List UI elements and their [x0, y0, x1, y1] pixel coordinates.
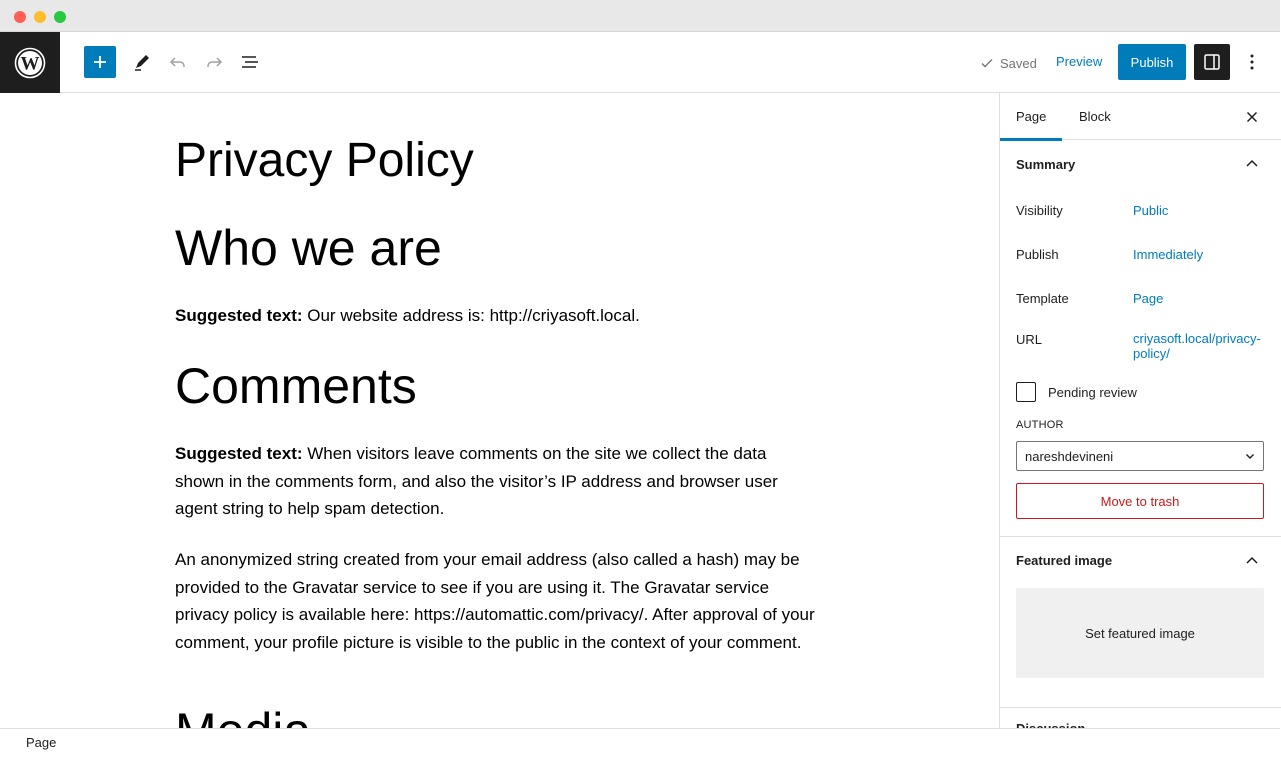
settings-toggle-button[interactable]: [1194, 44, 1230, 80]
redo-icon: [204, 52, 224, 72]
saved-label: Saved: [1000, 55, 1037, 71]
editor-header: [0, 32, 1280, 93]
window-maximize-button[interactable]: [54, 11, 66, 23]
wordpress-logo-button[interactable]: [0, 32, 60, 93]
close-sidebar-button[interactable]: [1240, 105, 1264, 129]
suggested-text-label: Suggested text:: [175, 306, 303, 325]
heading-block-comments[interactable]: Comments: [175, 358, 417, 414]
url-label: URL: [1016, 332, 1043, 347]
options-menu-button[interactable]: [1240, 44, 1264, 80]
featured-image-collapse-button[interactable]: [1240, 548, 1264, 572]
paragraph-text: Our website address is: http://criyasoft.local.: [302, 306, 640, 325]
window-close-button[interactable]: [14, 11, 26, 23]
move-to-trash-button[interactable]: Move to trash: [1016, 483, 1264, 519]
paragraph-block[interactable]: An anonymized string created from your email address (also called a hash) may be provided to the Gravatar service to see if you are using it. The Gravatar service privacy policy is available here: https://automattic.com/privacy/. After approval of your comment, your profile picture is visible to the public in the context of your comment.: [175, 550, 815, 652]
check-icon: [980, 56, 994, 70]
set-featured-image-button[interactable]: Set featured image: [1016, 588, 1264, 678]
saved-status: [980, 54, 1037, 72]
post-title[interactable]: Privacy Policy: [175, 134, 474, 187]
block-breadcrumb[interactable]: Page: [26, 735, 57, 750]
plus-icon: [92, 54, 108, 70]
close-icon: [1246, 111, 1258, 123]
paragraph-text: When visitors leave comments on the site we collect the data shown in the comments form, and also the visitor’s IP address and browser user agent string to help spam detection.: [175, 444, 778, 518]
editor-footer: [0, 728, 1280, 754]
panel-divider: [1000, 707, 1281, 708]
template-toggle[interactable]: Page: [1133, 291, 1164, 306]
window-minimize-button[interactable]: [34, 11, 46, 23]
visibility-label: Visibility: [1016, 203, 1063, 218]
visibility-toggle[interactable]: Public: [1133, 203, 1169, 218]
author-select[interactable]: [1016, 441, 1264, 471]
chevron-down-icon: [1243, 449, 1257, 463]
featured-image-panel-toggle[interactable]: Featured image: [1016, 552, 1113, 568]
pending-review-checkbox[interactable]: [1016, 382, 1036, 402]
heading-block-who-we-are[interactable]: Who we are: [175, 220, 442, 276]
author-value: nareshdevineni: [1025, 448, 1114, 464]
wordpress-logo-icon: [14, 47, 46, 79]
url-toggle[interactable]: criyasoft.local/privacy-policy/: [1133, 331, 1261, 361]
sidebar-tabs: [1000, 93, 1281, 140]
tools-button[interactable]: [126, 46, 158, 78]
paragraph-block[interactable]: [175, 440, 815, 523]
pending-review-label[interactable]: Pending review: [1048, 385, 1137, 400]
list-view-button[interactable]: [234, 46, 266, 78]
sidebar-toggle-icon: [1202, 52, 1222, 72]
undo-icon: [168, 52, 188, 72]
chevron-up-icon: [1246, 556, 1258, 564]
undo-button[interactable]: [162, 46, 194, 78]
template-label: Template: [1016, 291, 1069, 306]
summary-collapse-button[interactable]: [1240, 151, 1264, 175]
publish-date-label: Publish: [1016, 247, 1059, 262]
svg-text:W: W: [20, 53, 40, 74]
list-view-icon: [240, 52, 260, 72]
tab-page[interactable]: Page: [1016, 93, 1046, 140]
publish-button[interactable]: Publish: [1118, 44, 1186, 80]
redo-button[interactable]: [198, 46, 230, 78]
paragraph-block[interactable]: [175, 302, 815, 330]
editor-canvas: [0, 93, 999, 728]
preview-button[interactable]: Preview: [1056, 54, 1103, 69]
block-inserter-button[interactable]: [84, 46, 116, 78]
window-titlebar: [0, 0, 1280, 32]
publish-date-toggle[interactable]: Immediately: [1133, 247, 1204, 262]
summary-panel-toggle[interactable]: Summary: [1016, 156, 1076, 172]
suggested-text-label: Suggested text:: [175, 444, 303, 463]
more-vertical-icon: [1250, 54, 1254, 70]
tab-block[interactable]: Block: [1079, 109, 1111, 124]
pencil-icon: [132, 52, 152, 72]
author-label: AUTHOR: [1016, 419, 1064, 431]
settings-sidebar: [999, 93, 1280, 728]
chevron-up-icon: [1246, 159, 1258, 167]
